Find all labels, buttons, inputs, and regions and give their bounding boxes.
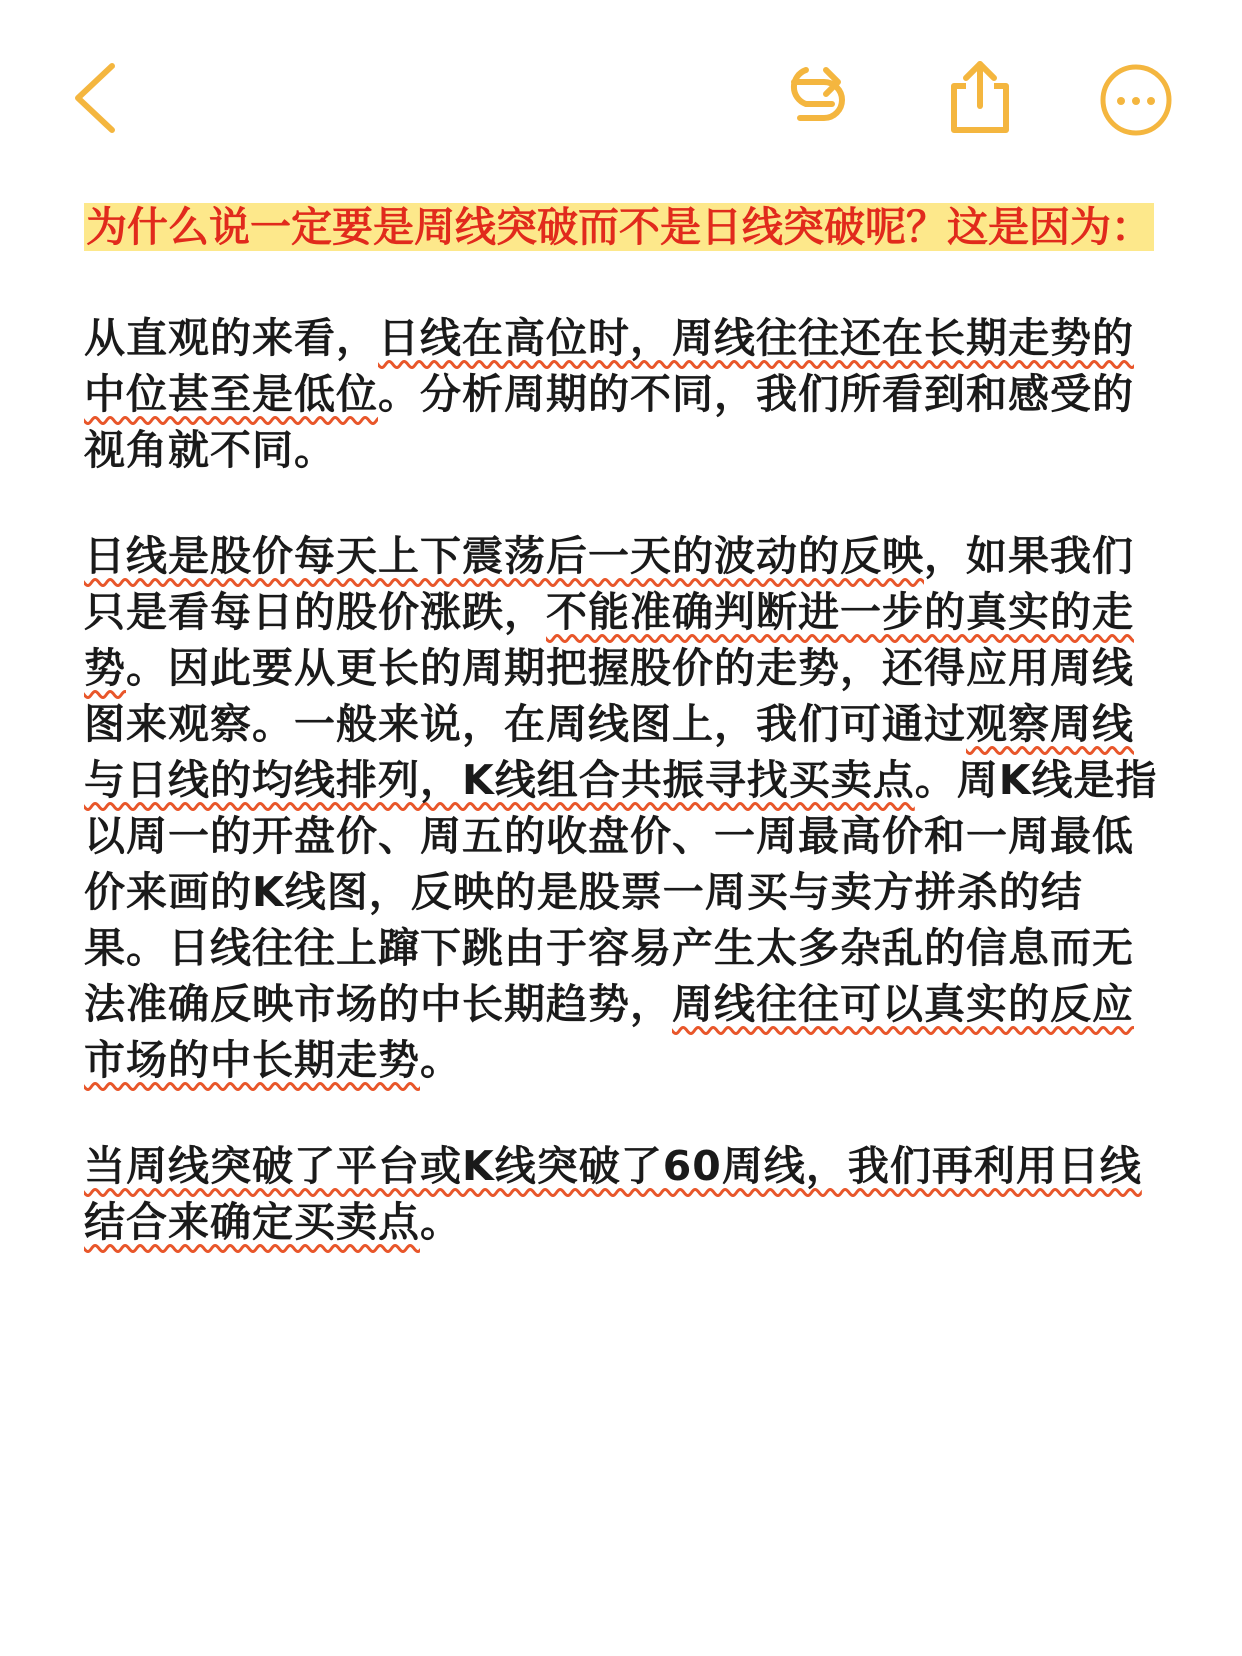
top-toolbar: [0, 0, 1242, 200]
redo-button[interactable]: [780, 66, 850, 130]
text-segment: ，如果我们只是看每日的股价涨跌，: [84, 532, 1134, 636]
underlined-text: 日线是股价每天上下震荡后一天的波动的反映: [84, 532, 924, 580]
text-segment: 。分析周期的不同，我们所看到和感受的视角就不同。: [84, 370, 1134, 474]
more-icon: [1098, 62, 1174, 138]
redo-icon: [780, 66, 850, 130]
text-segment: 。因此要从更长的周期把握股价的走势，还得应用周线图来观察。一般来说，在周线图上，我们可通过: [84, 644, 1134, 748]
note-heading: [84, 200, 1164, 254]
paragraph: [84, 528, 1164, 1088]
text-segment: 。周K线是指以周一的开盘价、周五的收盘价、一周最高价和一周最低价来画的K线图，反映的是股票一周买与卖方拼杀的结果。日线往往上蹿下跳由于容易产生太多杂乱的信息而无法准确反映市场的中长期趋势，: [84, 756, 1158, 1028]
underlined-text: 当周线突破了平台或K线突破了60周线，我们再利用日线结合来确定买卖点: [84, 1142, 1142, 1246]
chevron-left-icon: [70, 62, 120, 134]
note-body[interactable]: [84, 200, 1164, 1300]
share-button[interactable]: [948, 58, 1012, 134]
text-segment: 。: [420, 1198, 462, 1246]
underlined-text: 日线在高位时，周线往往还在长期走势的中位甚至是低位: [84, 314, 1134, 418]
paragraph: [84, 310, 1164, 478]
text-segment: 从直观的来看，: [84, 314, 378, 362]
paragraph: [84, 1138, 1164, 1250]
text-segment: 。: [420, 1036, 462, 1084]
paragraph-list: [84, 310, 1164, 1250]
back-button[interactable]: [70, 62, 120, 134]
underlined-text: 周线往往可以真实的反应市场的中长期走势: [84, 980, 1134, 1084]
heading-highlight: 为什么说一定要是周线突破而不是日线突破呢？这是因为：: [86, 203, 1152, 251]
underlined-text: 观察周线与日线的均线排列，K线组合共振寻找买卖点: [84, 700, 1134, 804]
share-icon: [948, 58, 1012, 134]
more-button[interactable]: [1098, 62, 1174, 138]
underlined-text: 不能准确判断进一步的真实的走势: [84, 588, 1134, 692]
